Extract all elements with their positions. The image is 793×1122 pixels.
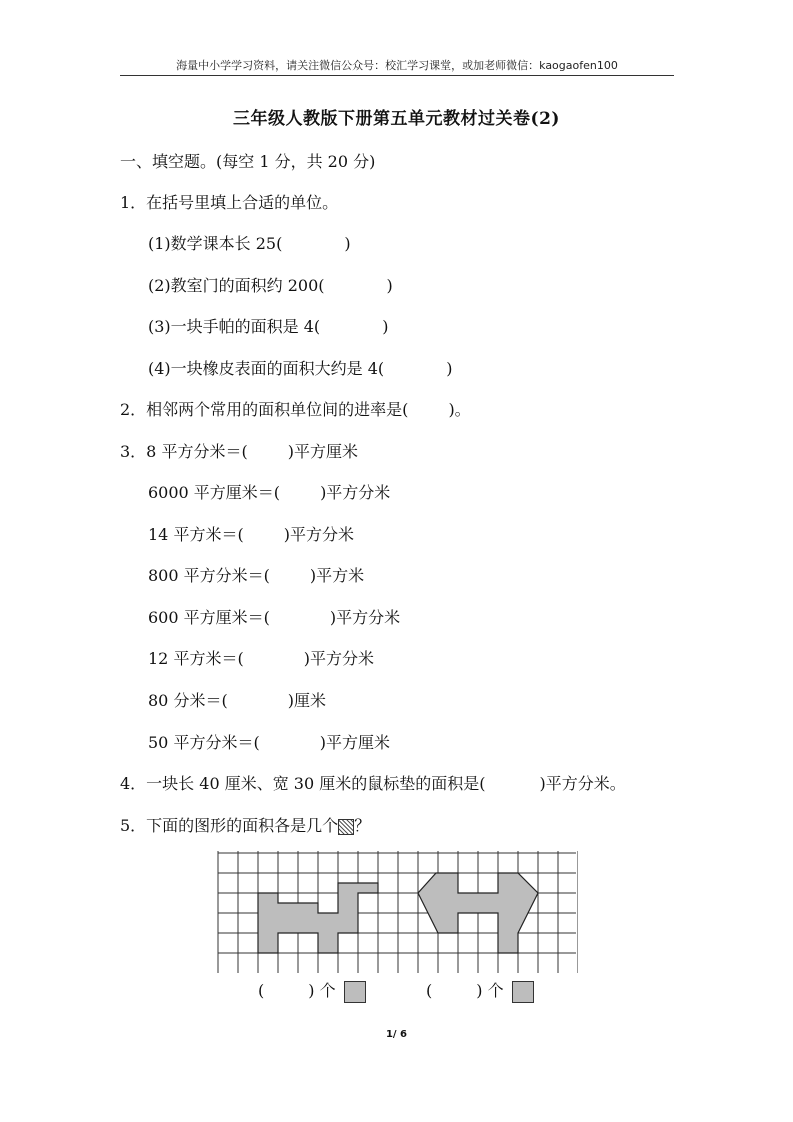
q4 <box>120 771 626 794</box>
section1-heading: 一、填空题。(每空 1 分，共 20 分) <box>120 152 376 171</box>
q3-item-6 <box>148 646 374 669</box>
q3-item-4-unit: )平方米 <box>309 566 365 585</box>
q5-stem-text: 5．下面的图形的面积各是几个 <box>120 816 339 835</box>
q3-item-4 <box>148 563 364 586</box>
q3-item-7-text: 80 分米＝( <box>148 691 228 710</box>
q3-item-3 <box>148 522 354 545</box>
q3-item-5 <box>148 605 400 628</box>
q1-item-1-text: (1)数学课本长 25( <box>148 234 283 253</box>
q1-item-2 <box>148 273 393 296</box>
q2-close: )。 <box>448 400 471 419</box>
answer-open: ( <box>258 981 265 1000</box>
q1-item-4 <box>148 356 452 379</box>
q1-item-3-text: (3)一块手帕的面积是 4( <box>148 317 321 336</box>
q3-item-7-unit: )厘米 <box>287 691 326 710</box>
q1-item-1 <box>148 231 351 254</box>
answer-close: ) <box>308 981 315 1000</box>
q1-item-1-close: ) <box>344 234 351 253</box>
q3-item-8-unit: )平方厘米 <box>319 733 390 752</box>
unit-square-icon <box>512 981 534 1003</box>
q1-item-3 <box>148 314 388 337</box>
answer-close: ) <box>476 981 483 1000</box>
q3-item-6-text: 12 平方米＝( <box>148 649 244 668</box>
q3-item-4-text: 800 平方分米＝( <box>148 566 270 585</box>
q3-item-2-unit: )平方分米 <box>320 483 391 502</box>
q3-item-5-unit: )平方分米 <box>329 608 401 627</box>
q3-item-2 <box>148 480 390 503</box>
q1-item-2-close: ) <box>386 276 393 295</box>
header-divider <box>120 75 674 76</box>
q3-item-7 <box>148 688 326 711</box>
q5-stem-end: ？ <box>354 816 371 835</box>
q3-item-5-text: 600 平方厘米＝( <box>148 608 270 627</box>
hatched-square-icon <box>338 819 354 835</box>
page-number: 1/ 6 <box>385 1029 408 1040</box>
q1-item-2-text: (2)教室门的面积约 200( <box>148 276 325 295</box>
area-grid-figure <box>216 851 578 977</box>
q1-stem: 1．在括号里填上合适的单位。 <box>120 193 339 212</box>
page-header: 海量中小学学习资料，请关注微信公众号：校汇学习课堂，或加老师微信：kaogaofen100 <box>176 59 618 72</box>
q2 <box>120 397 471 420</box>
q2-text: 2．相邻两个常用的面积单位间的进率是( <box>120 400 409 419</box>
q5-stem <box>120 813 370 836</box>
q1-item-4-text: (4)一块橡皮表面的面积大约是 4( <box>148 359 385 378</box>
q3-item-2-text: 6000 平方厘米＝( <box>148 483 281 502</box>
q4-unit: )平方分米。 <box>539 774 626 793</box>
q1-item-3-close: ) <box>382 317 389 336</box>
q3-item-1-text: 3．8 平方分米＝( <box>120 442 248 461</box>
q3-item-8-text: 50 平方分米＝( <box>148 733 260 752</box>
answer-unit: 个 <box>487 981 504 1000</box>
q3-item-8 <box>148 730 390 753</box>
page-title: 三年级人教版下册第五单元教材过关卷(2) <box>233 109 560 129</box>
q5-answer-2 <box>426 978 534 1003</box>
q4-text: 4．一块长 40 厘米、宽 30 厘米的鼠标垫的面积是( <box>120 774 486 793</box>
q1-item-4-close: ) <box>446 359 453 378</box>
unit-square-icon <box>344 981 366 1003</box>
answer-unit: 个 <box>319 981 336 1000</box>
q3-item-1-unit: )平方厘米 <box>287 442 358 461</box>
q3-item-1 <box>120 439 358 462</box>
grid-svg <box>216 851 578 973</box>
q3-item-3-text: 14 平方米＝( <box>148 525 244 544</box>
q3-item-3-unit: )平方分米 <box>283 525 354 544</box>
answer-open: ( <box>426 981 433 1000</box>
q3-item-6-unit: )平方分米 <box>303 649 374 668</box>
q5-answer-1 <box>258 978 366 1003</box>
